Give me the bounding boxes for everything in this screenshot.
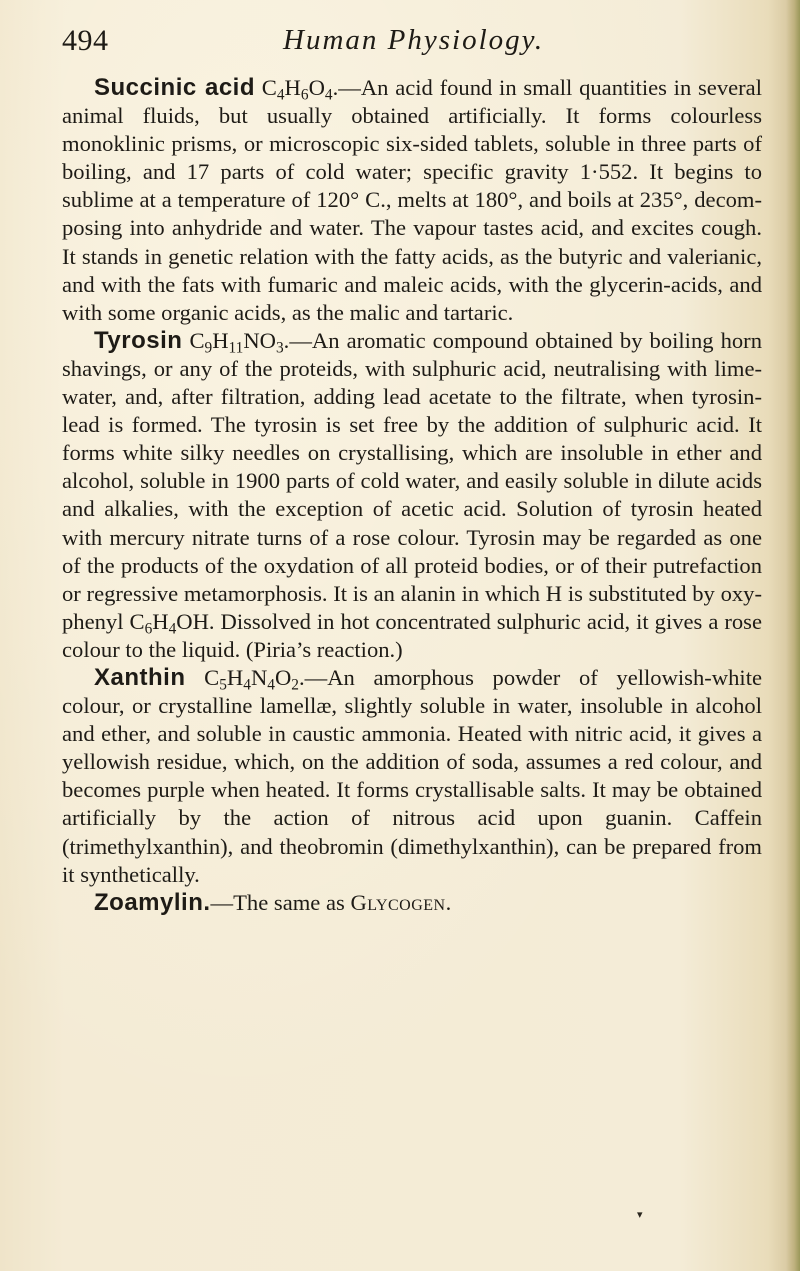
entry-body-text: H	[152, 608, 169, 634]
entry-body-text: .—An aromatic compound obtained by boiling horn shavings, or any of the proteids, with sulphuric acid, neutralising with lime-water, and, after filtration, adding lead acetate to the filtrate, when tyrosin-lead is formed. The tyrosin is set free by the addition of sulphuric acid. It forms white silky needles on crystallising, which are insoluble in ether and alcohol, soluble in 1900 parts of cold water, and easily soluble in dilute acids and alkalies, with the exception of acetic acid. Solution of tyrosin heated with mercury nitrate turns of a rose colour. Tyrosin may be regarded as one of the products of the oxydation of all proteid bodies, or of their putrefaction or regressive metamorphosis. It is an alanin in which H is substituted by oxy-phenyl C	[62, 327, 762, 634]
page-number: 494	[62, 24, 109, 57]
glossary-entry	[62, 74, 762, 327]
entry-term: Tyrosin	[94, 326, 183, 354]
print-speck: ▾	[637, 1209, 643, 1221]
formula-subscript: 3	[275, 339, 284, 357]
entry-term: Zoamylin.	[94, 888, 211, 916]
chemical-formula	[189, 327, 284, 357]
running-head: Human Physiology.	[283, 24, 545, 56]
formula-symbol: N	[250, 664, 268, 690]
glossary-entry	[62, 889, 762, 917]
formula-subscript: 2	[291, 676, 299, 694]
chemical-formula	[204, 664, 299, 694]
formula-subscript: 4	[267, 676, 275, 694]
chemical-formula	[261, 75, 333, 104]
formula-symbol: H	[226, 664, 244, 690]
formula-symbol: NO	[243, 327, 276, 353]
page-header	[62, 24, 760, 64]
glossary-text	[62, 74, 762, 917]
formula-subscript: 6	[144, 620, 153, 638]
entry-body-text: .—An amorphous powder of yellowish-white colour, or crystalline lamellæ, slightly soluble in water, insoluble in alcohol and ether, and soluble in caustic ammonia. Heated with nitric acid, it gives a yellowish residue, which, on the addition of soda, assumes a red colour, and becomes purple when heated. It forms crystallisable salts. It may be obtained artificially by the action of nitrous acid upon guanin. Caffein (trimethylxanthin), and theobromin (dimethylxanthin), can be prepared from it synthetically.	[62, 664, 762, 887]
entry-body-text: —The same as	[210, 889, 351, 915]
formula-subscript: 9	[204, 339, 213, 357]
formula-subscript: 11	[228, 339, 244, 357]
formula-symbol: O	[274, 664, 292, 690]
formula-subscript: 5	[219, 676, 227, 694]
formula-subscript: 6	[300, 86, 309, 104]
entry-body-text: OH. Dissolved in hot concentrated sulphuric acid, it gives a rose colour to the liquid. (Piria’s reaction.)	[62, 608, 762, 662]
formula-subscript: 4	[276, 86, 285, 104]
glossary-entry	[62, 327, 762, 664]
formula-symbol: H	[212, 327, 229, 353]
formula-symbol: O	[308, 75, 325, 100]
cross-reference: Glycogen.	[350, 889, 452, 915]
formula-subscript: 4	[324, 86, 333, 104]
entry-term: Succinic acid	[94, 74, 256, 101]
formula-symbol: C	[189, 327, 205, 353]
formula-symbol: C	[261, 75, 277, 100]
entry-body-text: .—An acid found in small quantities in several animal fluids, but usually obtained artificially. It forms colourless monoklinic prisms, or microscopic six-sided tablets, soluble in three parts of boiling, and 17 parts of cold water; specific gravity 1·552. It begins to sublime at a temperature of 120° C., melts at 180°, and boils at 235°, decomposing into anhydride and water. The vapour tastes acid, and excites cough. It stands in genetic relation with the fatty acids, as the butyric and valerianic, and with the fats with fumaric and maleic acids, with the glycerin-acids, and with some organic acids, as the malic and tartaric.	[62, 75, 762, 325]
formula-subscript: 4	[168, 620, 177, 638]
glossary-entry	[62, 664, 762, 889]
entry-term: Xanthin	[94, 663, 186, 691]
formula-symbol: H	[284, 75, 301, 100]
formula-subscript: 4	[243, 676, 251, 694]
formula-symbol: C	[204, 664, 220, 690]
page-edge-shadow	[786, 0, 800, 1271]
